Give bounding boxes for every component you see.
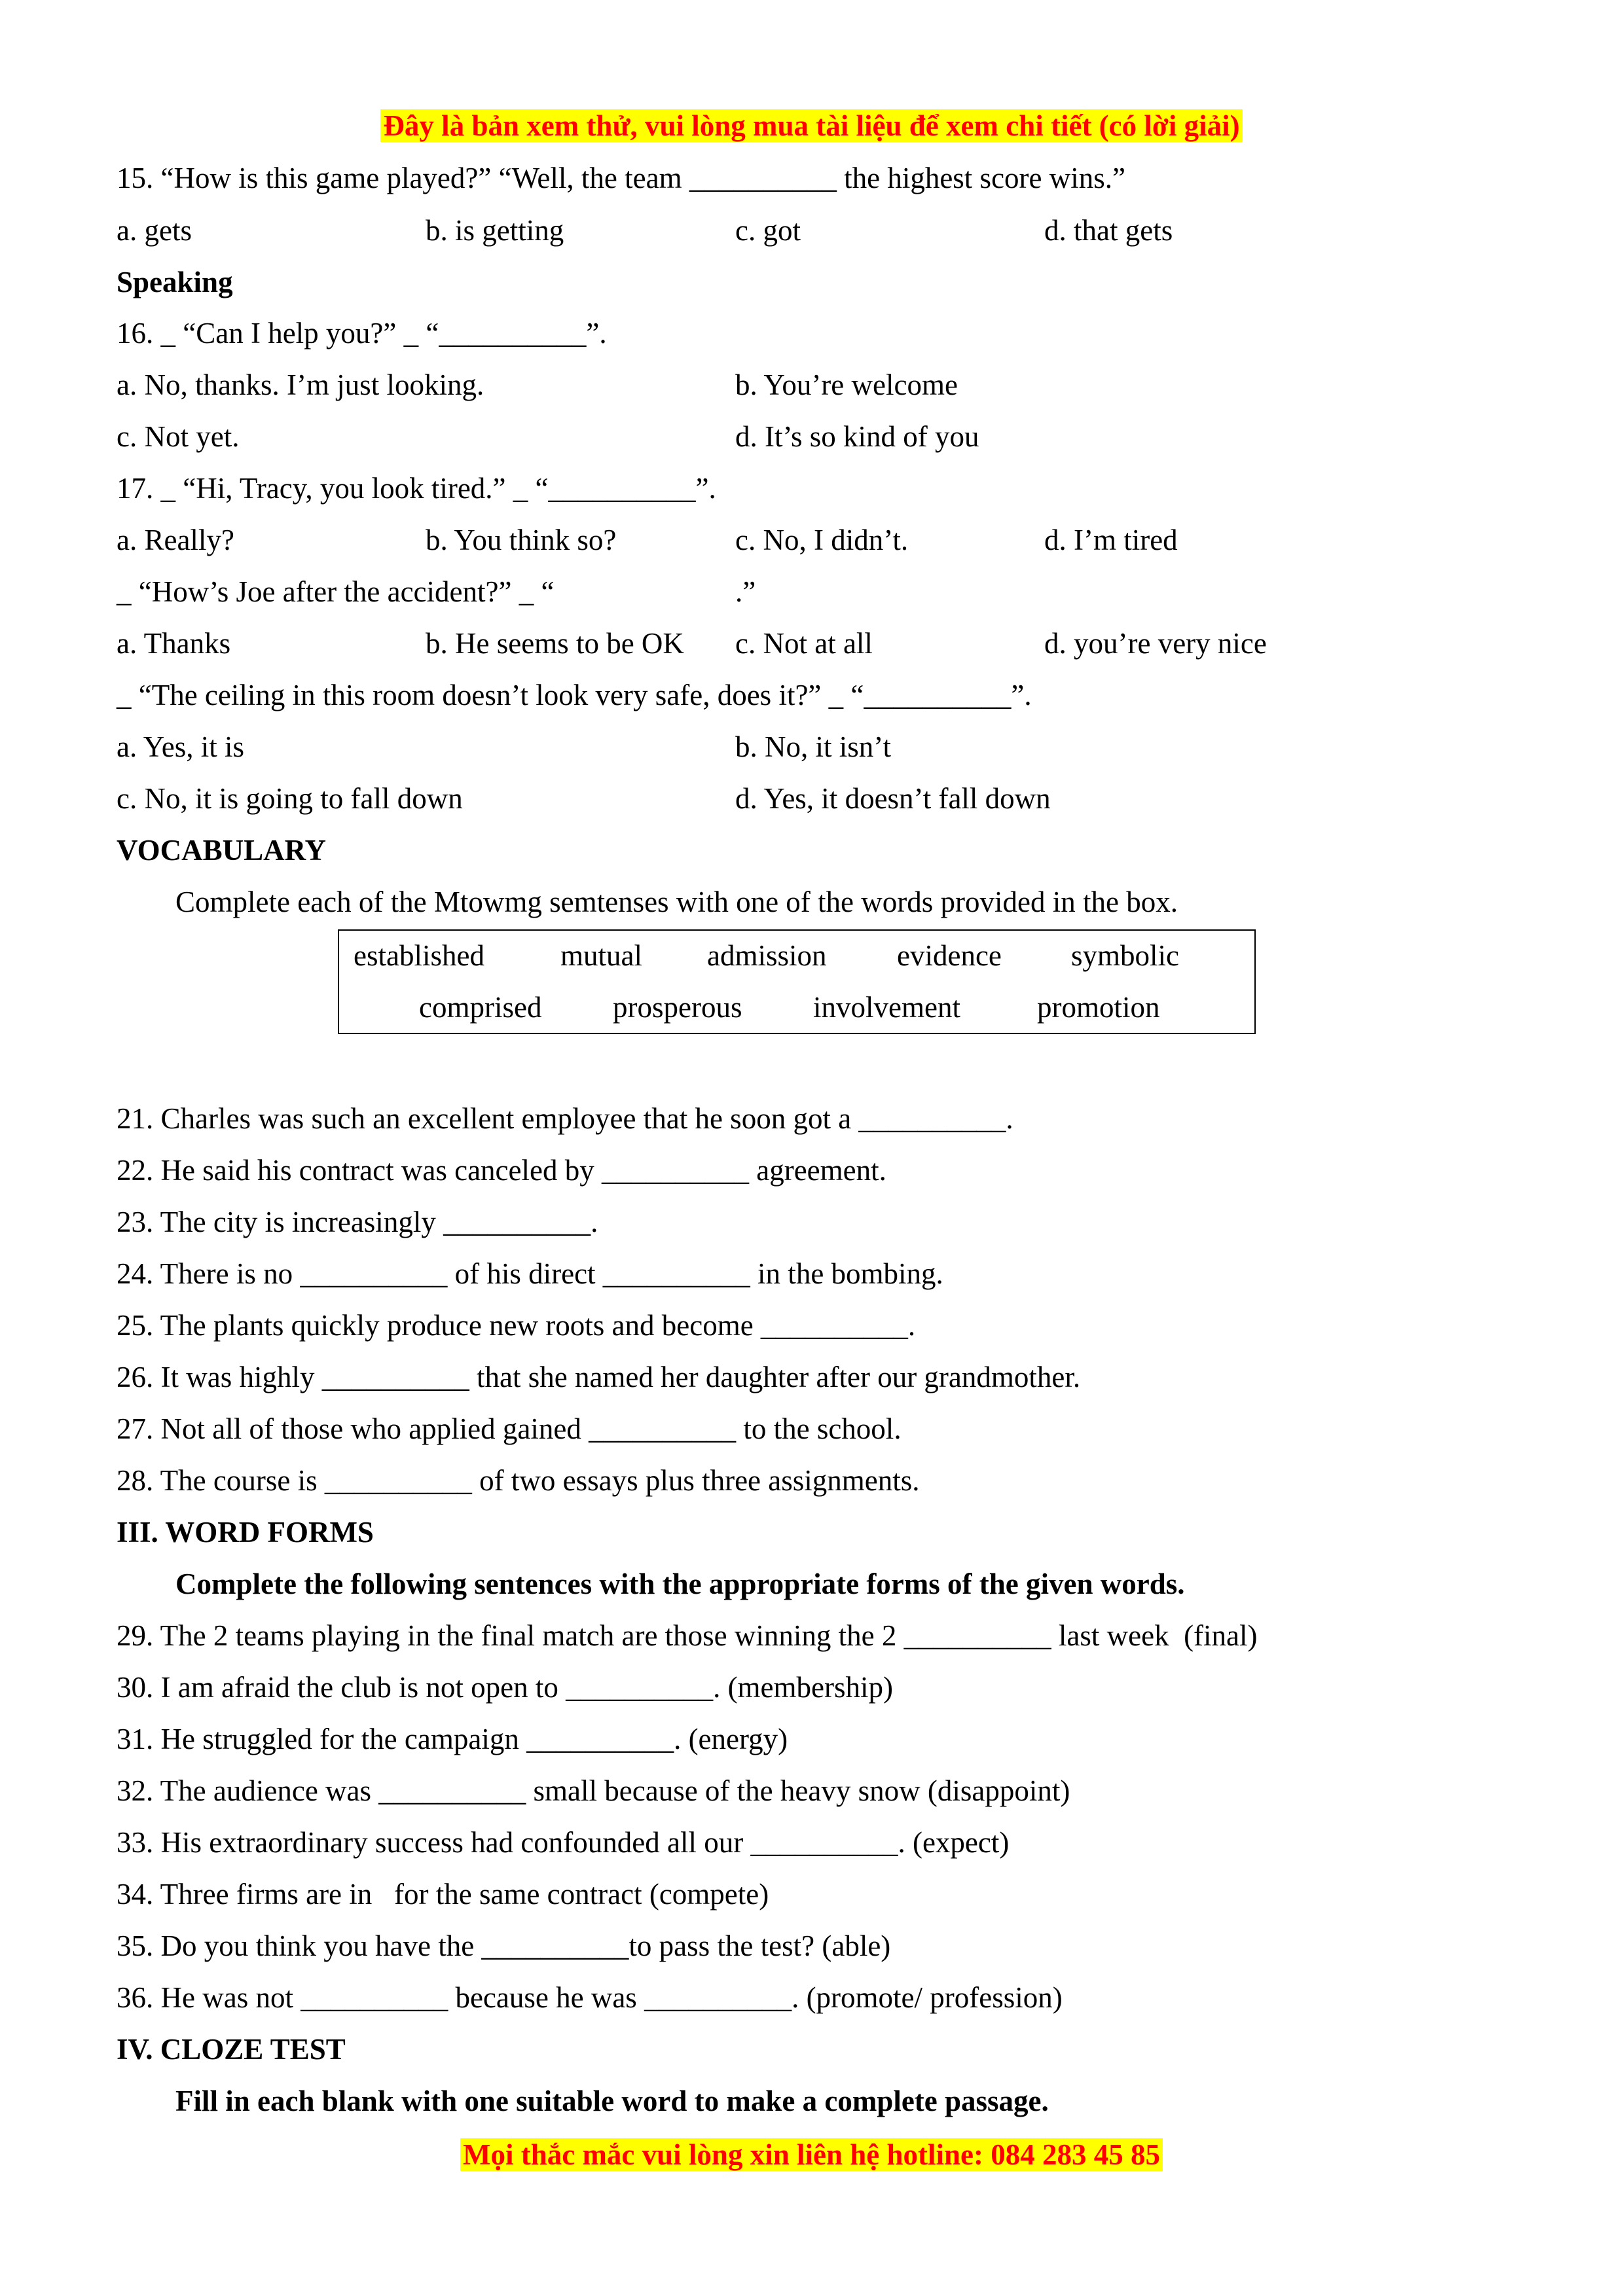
option-a: a. gets bbox=[117, 214, 192, 247]
option-d: d. you’re very nice bbox=[1044, 627, 1267, 660]
question-19-stem: _ “The ceiling in this room doesn’t look very safe, does it?” _ “__________”. bbox=[117, 679, 1032, 711]
word-form-question-31: 31. He struggled for the campaign __________. (energy) bbox=[117, 1723, 788, 1755]
word-box-word: involvement bbox=[813, 991, 960, 1024]
question-16-options-row2 bbox=[117, 413, 979, 460]
option-b: b. You’re welcome bbox=[735, 368, 958, 401]
option-d: d. that gets bbox=[1044, 214, 1173, 247]
word-form-question-32: 32. The audience was __________ small because of the heavy snow (disappoint) bbox=[117, 1774, 1070, 1807]
word-box-word: mutual bbox=[560, 939, 642, 972]
option-a: a. No, thanks. I’m just looking. bbox=[117, 368, 484, 401]
vocab-question-22: 22. He said his contract was canceled by __________ agreement. bbox=[117, 1154, 886, 1187]
option-c: c. Not yet. bbox=[117, 420, 240, 453]
word-box-word: promotion bbox=[1037, 991, 1160, 1024]
word-form-question-36: 36. He was not __________ because he was __________. (promote/ profession) bbox=[117, 1981, 1063, 2014]
word-box-row-1 bbox=[339, 932, 1254, 979]
word-form-question-30: 30. I am afraid the club is not open to __________. (membership) bbox=[117, 1671, 893, 1704]
stem-left: _ “How’s Joe after the accident?” _ “ bbox=[117, 575, 555, 608]
word-forms-heading: III. WORD FORMS bbox=[117, 1516, 374, 1549]
hotline-notice-text: Mọi thắc mắc vui lòng xin liên hệ hotline: 084 283 45 85 bbox=[460, 2138, 1163, 2171]
cloze-heading: IV. CLOZE TEST bbox=[117, 2033, 346, 2066]
word-form-question-34: 34. Three firms are in for the same contract (compete) bbox=[117, 1878, 769, 1910]
speaking-heading: Speaking bbox=[117, 266, 233, 298]
option-c: c. got bbox=[735, 214, 801, 247]
word-box-word: prosperous bbox=[613, 991, 742, 1024]
option-a: a. Really? bbox=[117, 524, 234, 556]
option-b: b. is getting bbox=[426, 214, 564, 247]
vocabulary-heading: VOCABULARY bbox=[117, 834, 327, 867]
option-b: b. You think so? bbox=[426, 524, 617, 556]
stem-right: .” bbox=[735, 575, 756, 608]
question-19-options-row1 bbox=[117, 723, 891, 770]
question-18-options bbox=[117, 620, 1267, 667]
word-box-word: admission bbox=[707, 939, 827, 972]
option-c: c. No, I didn’t. bbox=[735, 524, 909, 556]
vocab-question-27: 27. Not all of those who applied gained __________ to the school. bbox=[117, 1412, 902, 1445]
question-17-options bbox=[117, 516, 1178, 564]
word-form-question-29: 29. The 2 teams playing in the final match are those winning the 2 __________ last week (final) bbox=[117, 1619, 1258, 1652]
question-16-stem: 16. _ “Can I help you?” _ “__________”. bbox=[117, 317, 607, 350]
word-box-word: established bbox=[354, 939, 484, 972]
option-d: d. Yes, it doesn’t fall down bbox=[735, 782, 1051, 815]
word-box bbox=[338, 929, 1256, 1034]
option-c: c. Not at all bbox=[735, 627, 873, 660]
word-form-question-33: 33. His extraordinary success had confounded all our __________. (expect) bbox=[117, 1826, 1010, 1859]
word-box-word: evidence bbox=[897, 939, 1002, 972]
preview-notice-text: Đây là bản xem thử, vui lòng mua tài liệu để xem chi tiết (có lời giải) bbox=[380, 109, 1242, 142]
question-15-options bbox=[117, 207, 1173, 254]
preview-notice-banner bbox=[0, 102, 1623, 149]
question-19-options-row2 bbox=[117, 775, 1051, 822]
vocab-question-24: 24. There is no __________ of his direct __________ in the bombing. bbox=[117, 1257, 943, 1290]
option-d: d. I’m tired bbox=[1044, 524, 1178, 556]
option-d: d. It’s so kind of you bbox=[735, 420, 979, 453]
vocab-question-21: 21. Charles was such an excellent employee that he soon got a __________. bbox=[117, 1102, 1013, 1135]
option-b: b. No, it isn’t bbox=[735, 730, 891, 763]
question-17-stem: 17. _ “Hi, Tracy, you look tired.” _ “__________”. bbox=[117, 472, 716, 505]
question-15-stem: 15. “How is this game played?” “Well, the team __________ the highest score wins.” bbox=[117, 162, 1125, 194]
vocab-question-26: 26. It was highly __________ that she named her daughter after our grandmother. bbox=[117, 1361, 1081, 1393]
word-box-word: comprised bbox=[419, 991, 542, 1024]
word-box-row-2 bbox=[339, 984, 1254, 1031]
hotline-notice-banner bbox=[0, 2131, 1623, 2178]
vocabulary-instruction: Complete each of the Mtowmg semtenses with one of the words provided in the box. bbox=[175, 886, 1178, 918]
option-a: a. Yes, it is bbox=[117, 730, 245, 763]
word-box-word: symbolic bbox=[1071, 939, 1179, 972]
option-b: b. He seems to be OK bbox=[426, 627, 684, 660]
vocab-question-23: 23. The city is increasingly __________. bbox=[117, 1206, 598, 1238]
vocab-question-28: 28. The course is __________ of two essays plus three assignments. bbox=[117, 1464, 920, 1497]
word-forms-instruction: Complete the following sentences with the appropriate forms of the given words. bbox=[175, 1568, 1185, 1600]
question-18-stem bbox=[117, 568, 756, 615]
option-c: c. No, it is going to fall down bbox=[117, 782, 463, 815]
option-a: a. Thanks bbox=[117, 627, 231, 660]
cloze-instruction: Fill in each blank with one suitable word to make a complete passage. bbox=[175, 2085, 1049, 2117]
question-16-options-row1 bbox=[117, 361, 958, 408]
word-form-question-35: 35. Do you think you have the __________to pass the test? (able) bbox=[117, 1929, 891, 1962]
vocab-question-25: 25. The plants quickly produce new roots and become __________. bbox=[117, 1309, 916, 1342]
